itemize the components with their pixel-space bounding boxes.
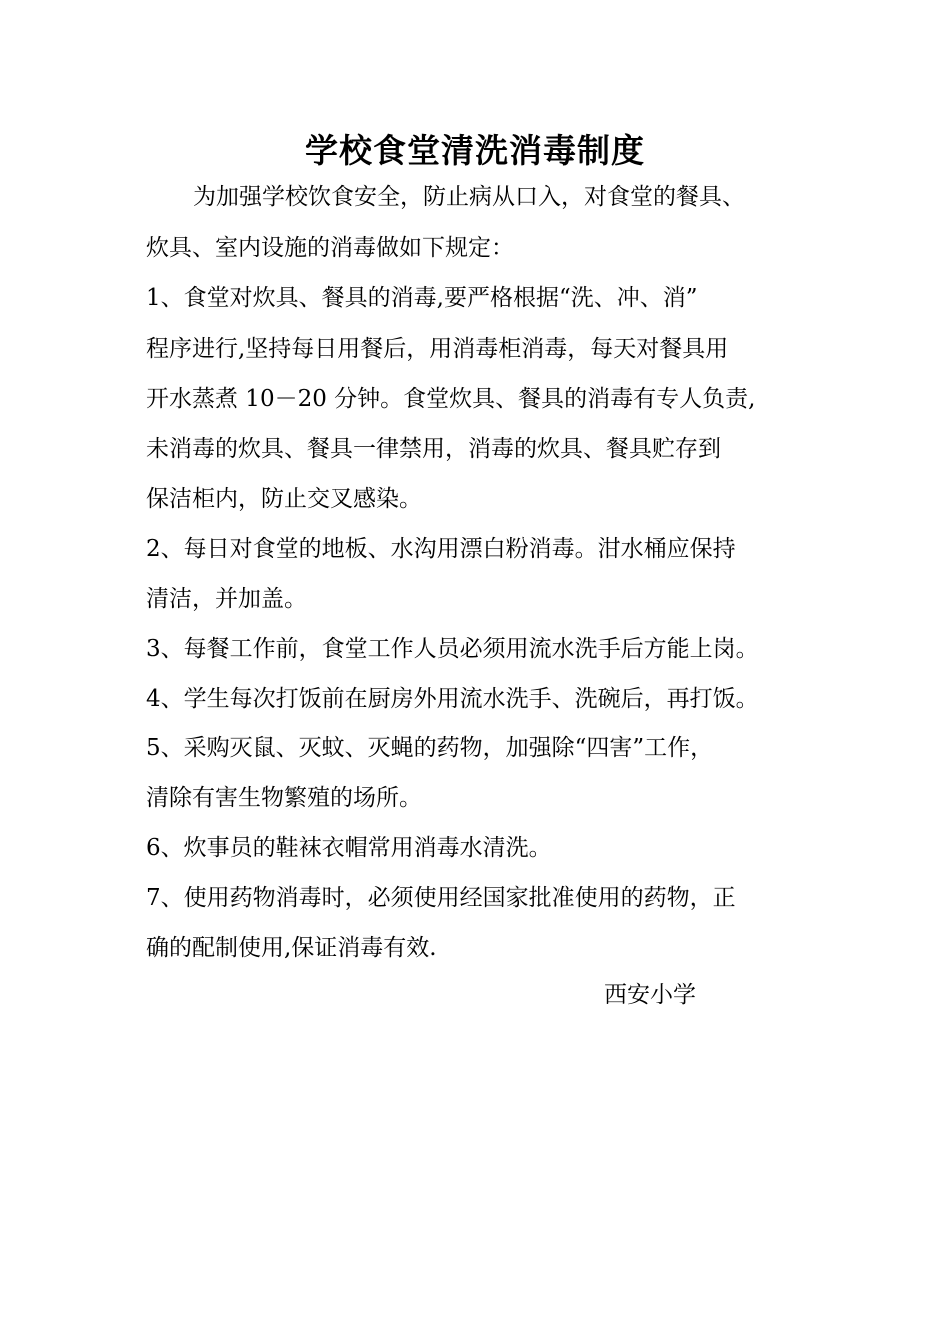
text-line-rule-1a: 1、食堂对炊具、餐具的消毒,要严格根据“洗、冲、消” — [146, 285, 698, 311]
text-line-intro-1: 为加强学校饮食安全，防止病从口入，对食堂的餐具、 — [193, 184, 745, 210]
text-line-rule-2b: 清洁，并加盖。 — [146, 586, 307, 612]
document-title: 学校食堂清洗消毒制度 — [305, 131, 645, 170]
text-line-rule-7b: 确的配制使用,保证消毒有效. — [146, 935, 437, 961]
text-line-rule-5b: 清除有害生物繁殖的场所。 — [146, 785, 422, 811]
text-line-rule-4: 4、学生每次打饭前在厨房外用流水洗手、洗碗后，再打饭。 — [146, 686, 759, 712]
text-line-rule-5a: 5、采购灭鼠、灭蚊、灭蝇的药物，加强除“四害”工作， — [146, 735, 714, 761]
text-line-rule-1b: 程序进行,坚持每日用餐后，用消毒柜消毒，每天对餐具用 — [146, 336, 729, 362]
text-line-rule-6: 6、炊事员的鞋袜衣帽常用消毒水清洗。 — [146, 835, 552, 861]
signature-school-name: 西安小学 — [604, 982, 696, 1008]
text-line-rule-1c: 开水蒸煮 10－20 分钟。食堂炊具、餐具的消毒有专人负责, — [146, 386, 756, 412]
text-line-intro-2: 炊具、室内设施的消毒做如下规定： — [146, 235, 514, 261]
text-line-rule-2a: 2、每日对食堂的地板、水沟用漂白粉消毒。泔水桶应保持 — [146, 536, 736, 562]
text-line-rule-1e: 保洁柜内，防止交叉感染。 — [146, 486, 422, 512]
text-line-rule-3: 3、每餐工作前，食堂工作人员必须用流水洗手后方能上岗。 — [146, 636, 759, 662]
text-line-rule-7a: 7、使用药物消毒时，必须使用经国家批准使用的药物，正 — [146, 885, 736, 911]
text-line-rule-1d: 未消毒的炊具、餐具一律禁用，消毒的炊具、餐具贮存到 — [146, 436, 721, 462]
